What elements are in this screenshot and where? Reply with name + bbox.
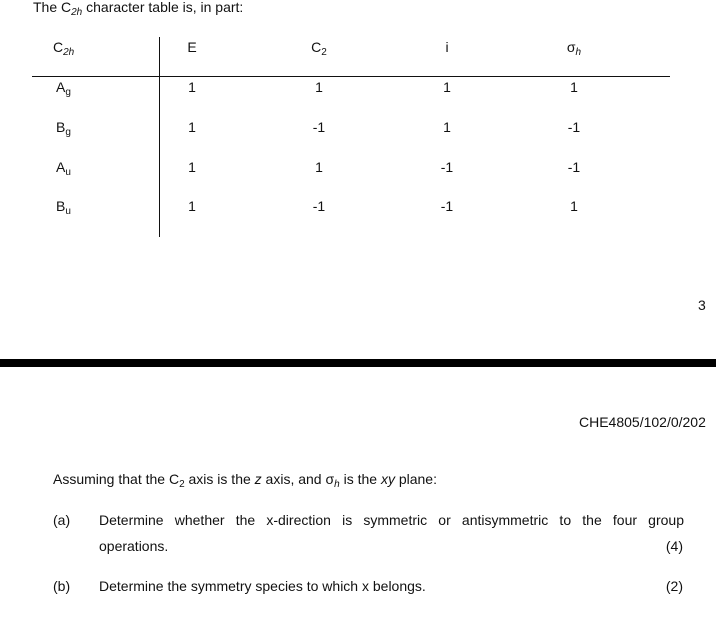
- table-horizontal-rule: [32, 76, 670, 77]
- header-sigma-h: $\sigma_h$: [566, 39, 582, 58]
- question-text-line1: Determine whether the x-direction is symmetric or antisymmetric to the four group: [99, 512, 684, 528]
- intro-text: The $C_{2h}$ character table is, in part:: [33, 0, 244, 18]
- question-marks: (4): [665, 538, 683, 554]
- table-cell: 1: [315, 159, 323, 175]
- page-divider-bar: [0, 359, 716, 367]
- table-cell: -1: [440, 198, 454, 214]
- table-cell: 1: [188, 119, 196, 135]
- table-cell: 1: [443, 79, 451, 95]
- table-cell: 1: [570, 198, 578, 214]
- question-marks: (2): [665, 578, 683, 594]
- table-cell: -1: [312, 198, 326, 214]
- document-code: CHE4805/102/0/202: [579, 414, 706, 430]
- row-label: $B_u$: [56, 198, 71, 217]
- table-cell: 1: [570, 79, 578, 95]
- page-number: 3: [698, 297, 706, 313]
- question-label: (b): [53, 578, 71, 594]
- header-E: E: [187, 39, 197, 55]
- group-header: $C_{2h}$: [53, 39, 75, 58]
- assumption-text: Assuming that the $C_2$ axis is the z axis, and $\sigma_h$ is the xy plane:: [53, 471, 437, 490]
- header-C2: $C_2$: [311, 39, 327, 58]
- table-cell: 1: [188, 198, 196, 214]
- table-cell: 1: [188, 159, 196, 175]
- row-label: $B_g$: [56, 119, 71, 138]
- table-cell: -1: [312, 119, 326, 135]
- table-cell: -1: [440, 159, 454, 175]
- table-cell: -1: [567, 159, 581, 175]
- row-label: $A_u$: [56, 159, 71, 178]
- header-i: i: [445, 39, 449, 55]
- question-label: (a): [53, 512, 71, 528]
- row-label: $A_g$: [56, 79, 71, 98]
- table-vertical-rule: [159, 37, 160, 237]
- question-text-line2: operations.: [99, 538, 169, 554]
- table-cell: 1: [315, 79, 323, 95]
- question-text-line1: Determine the symmetry species to which x belongs.: [99, 578, 426, 594]
- table-cell: 1: [188, 79, 196, 95]
- table-cell: -1: [567, 119, 581, 135]
- table-cell: 1: [443, 119, 451, 135]
